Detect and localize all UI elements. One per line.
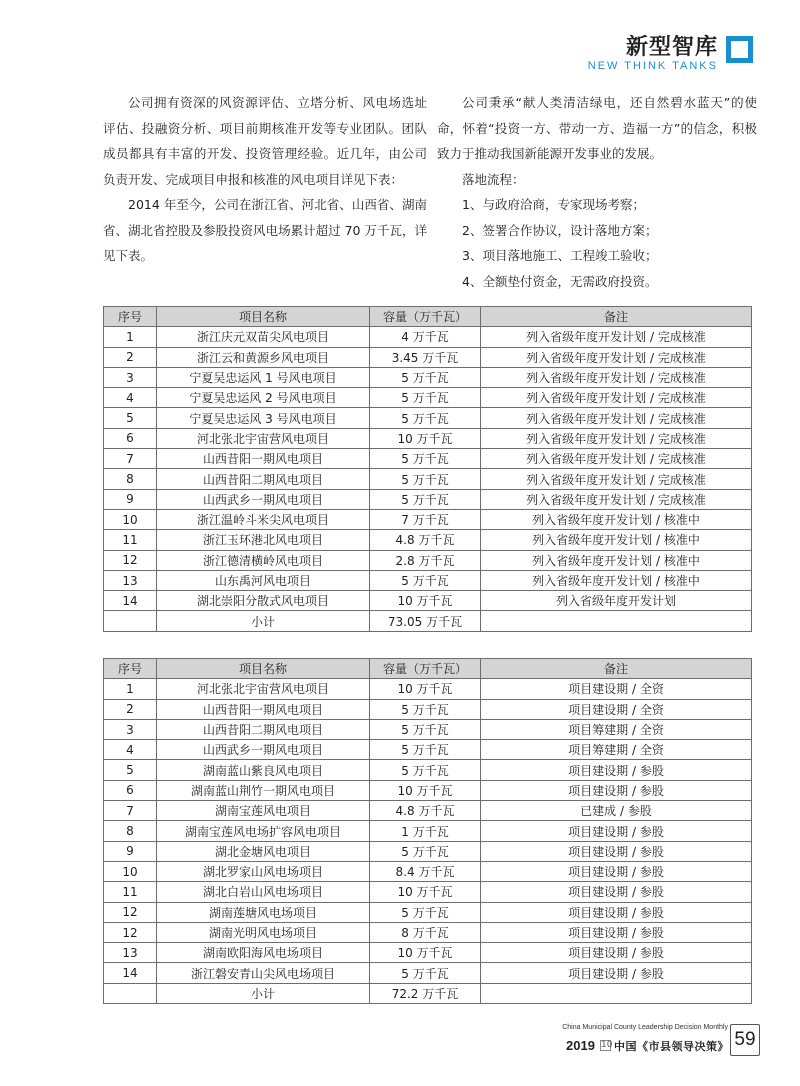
cell-capacity: 5 万千瓦 — [370, 489, 481, 509]
cell-project-name: 湖南光明风电场项目 — [157, 922, 370, 942]
cell-index: 12 — [104, 550, 157, 570]
cell-capacity: 4 万千瓦 — [370, 327, 481, 347]
invested-projects-table — [103, 658, 752, 1004]
table-row — [104, 861, 752, 881]
cell-capacity: 10 万千瓦 — [370, 428, 481, 448]
cell-remarks: 列入省级年度开发计划 / 完成核准 — [481, 347, 752, 367]
cell-remarks: 列入省级年度开发计划 / 完成核准 — [481, 428, 752, 448]
cell-index: 10 — [104, 509, 157, 529]
header-capacity: 容量（万千瓦） — [370, 307, 481, 327]
cell-project-name: 湖北金塘风电项目 — [157, 841, 370, 861]
cell-capacity: 5 万千瓦 — [370, 719, 481, 739]
table-row — [104, 489, 752, 509]
cell-empty — [481, 611, 752, 631]
table-row — [104, 388, 752, 408]
process-title: 落地流程： — [462, 171, 525, 187]
investment-paragraph: 2014 年至今，公司在浙江省、河北省、山西省、湖南省、湖北省控股及参股投资风电场累计超过 70 万千瓦，详见下表。 — [103, 197, 427, 263]
cell-empty — [104, 983, 157, 1003]
table-header-row — [104, 307, 752, 327]
table-row — [104, 428, 752, 448]
cell-remarks: 项目建设期 / 参股 — [481, 882, 752, 902]
table-row — [104, 841, 752, 861]
cell-project-name: 浙江玉环港北风电项目 — [157, 530, 370, 550]
cell-project-name: 浙江温岭斗米尖风电项目 — [157, 509, 370, 529]
cell-remarks: 已建成 / 参股 — [481, 801, 752, 821]
cell-capacity: 5 万千瓦 — [370, 408, 481, 428]
section-logo-square — [726, 36, 753, 63]
cell-capacity: 5 万千瓦 — [370, 740, 481, 760]
cell-project-name: 宁夏吴忠运风 1 号风电项目 — [157, 367, 370, 387]
cell-remarks: 项目建设期 / 参股 — [481, 902, 752, 922]
cell-project-name: 山西昔阳二期风电项目 — [157, 719, 370, 739]
cell-capacity: 8 万千瓦 — [370, 922, 481, 942]
cell-remarks: 项目建设期 / 参股 — [481, 963, 752, 983]
cell-remarks: 列入省级年度开发计划 / 核准中 — [481, 509, 752, 529]
cell-capacity: 1 万千瓦 — [370, 821, 481, 841]
cell-capacity: 5 万千瓦 — [370, 760, 481, 780]
cell-remarks: 项目建设期 / 参股 — [481, 861, 752, 881]
cell-empty — [104, 611, 157, 631]
cell-index: 9 — [104, 841, 157, 861]
cell-capacity: 10 万千瓦 — [370, 591, 481, 611]
cell-capacity: 4.8 万千瓦 — [370, 801, 481, 821]
cell-capacity: 10 万千瓦 — [370, 780, 481, 800]
cell-index: 1 — [104, 679, 157, 699]
cell-index: 12 — [104, 902, 157, 922]
cell-capacity: 10 万千瓦 — [370, 943, 481, 963]
table-row — [104, 699, 752, 719]
cell-project-name: 山西昔阳一期风电项目 — [157, 699, 370, 719]
cell-empty — [481, 983, 752, 1003]
cell-remarks: 项目筹建期 / 全资 — [481, 719, 752, 739]
table-row — [104, 821, 752, 841]
cell-capacity: 5 万千瓦 — [370, 963, 481, 983]
footer-month: 10 — [601, 1040, 613, 1050]
subtotal-value: 73.05 万千瓦 — [370, 611, 481, 631]
cell-project-name: 湖北白岩山风电场项目 — [157, 882, 370, 902]
cell-capacity: 8.4 万千瓦 — [370, 861, 481, 881]
cell-remarks: 项目建设期 / 全资 — [481, 679, 752, 699]
table-row — [104, 550, 752, 570]
header-subtitle: NEW THINK TANKS — [587, 60, 718, 72]
cell-index: 8 — [104, 821, 157, 841]
cell-index: 2 — [104, 347, 157, 367]
subtotal-value: 72.2 万千瓦 — [370, 983, 481, 1003]
cell-index: 6 — [104, 780, 157, 800]
cell-remarks: 列入省级年度开发计划 / 完成核准 — [481, 469, 752, 489]
cell-project-name: 湖南宝莲风电项目 — [157, 801, 370, 821]
cell-capacity: 7 万千瓦 — [370, 509, 481, 529]
cell-index: 1 — [104, 327, 157, 347]
table-row — [104, 327, 752, 347]
mission-paragraph: 公司秉承“献人类清洁绿电，还自然碧水蓝天”的使命，怀着“投资一方、带动一方、造福一方”的信念，积极致力于推动我国新能源开发事业的发展。 — [437, 95, 757, 161]
page-number: 59 — [730, 1024, 760, 1056]
developed-projects-table — [103, 306, 752, 632]
table-row — [104, 509, 752, 529]
table-row — [104, 347, 752, 367]
cell-project-name: 山西武乡一期风电项目 — [157, 489, 370, 509]
table-row — [104, 408, 752, 428]
cell-index: 14 — [104, 591, 157, 611]
cell-remarks: 项目建设期 / 参股 — [481, 821, 752, 841]
cell-project-name: 山西武乡一期风电项目 — [157, 740, 370, 760]
header-project-name: 项目名称 — [157, 659, 370, 679]
cell-remarks: 列入省级年度开发计划 / 完成核准 — [481, 489, 752, 509]
cell-remarks: 项目建设期 / 参股 — [481, 922, 752, 942]
cell-remarks: 项目建设期 / 参股 — [481, 780, 752, 800]
cell-remarks: 项目建设期 / 参股 — [481, 943, 752, 963]
cell-capacity: 5 万千瓦 — [370, 388, 481, 408]
header-title: 新型智库 — [625, 34, 718, 60]
cell-capacity: 10 万千瓦 — [370, 679, 481, 699]
cell-index: 3 — [104, 719, 157, 739]
table-header-row — [104, 659, 752, 679]
cell-capacity: 5 万千瓦 — [370, 699, 481, 719]
cell-project-name: 山西昔阳一期风电项目 — [157, 449, 370, 469]
header-index: 序号 — [104, 659, 157, 679]
left-column — [103, 90, 427, 269]
cell-remarks: 列入省级年度开发计划 / 核准中 — [481, 570, 752, 590]
cell-project-name: 山东禹河风电项目 — [157, 570, 370, 590]
table-row — [104, 760, 752, 780]
table-row — [104, 963, 752, 983]
cell-index: 8 — [104, 469, 157, 489]
footer-year: 2019 — [566, 1038, 595, 1053]
cell-remarks: 列入省级年度开发计划 / 完成核准 — [481, 367, 752, 387]
cell-index: 11 — [104, 882, 157, 902]
cell-project-name: 湖南蓝山荆竹一期风电项目 — [157, 780, 370, 800]
subtotal-row — [104, 611, 752, 631]
cell-capacity: 4.8 万千瓦 — [370, 530, 481, 550]
cell-project-name: 湖南蓝山紫良风电项目 — [157, 760, 370, 780]
cell-remarks: 项目建设期 / 参股 — [481, 760, 752, 780]
table-row — [104, 449, 752, 469]
cell-index: 6 — [104, 428, 157, 448]
footer-english-title: China Municipal County Leadership Decision Monthly — [562, 1024, 728, 1031]
subtotal-label: 小计 — [157, 983, 370, 1003]
table-row — [104, 679, 752, 699]
header-remarks: 备注 — [481, 307, 752, 327]
cell-capacity: 2.8 万千瓦 — [370, 550, 481, 570]
table-row — [104, 922, 752, 942]
cell-capacity: 10 万千瓦 — [370, 882, 481, 902]
cell-index: 7 — [104, 449, 157, 469]
footer-magazine-name: 中国《市县领导决策》 — [614, 1040, 729, 1053]
cell-project-name: 山西昔阳二期风电项目 — [157, 469, 370, 489]
cell-index: 10 — [104, 861, 157, 881]
table-row — [104, 719, 752, 739]
table-row — [104, 943, 752, 963]
cell-capacity: 5 万千瓦 — [370, 367, 481, 387]
table-row — [104, 591, 752, 611]
cell-index: 5 — [104, 408, 157, 428]
cell-capacity: 5 万千瓦 — [370, 449, 481, 469]
cell-project-name: 湖南莲塘风电场项目 — [157, 902, 370, 922]
cell-project-name: 浙江庆元双苗尖风电项目 — [157, 327, 370, 347]
header-capacity: 容量（万千瓦） — [370, 659, 481, 679]
header-remarks: 备注 — [481, 659, 752, 679]
cell-index: 11 — [104, 530, 157, 550]
cell-index: 4 — [104, 388, 157, 408]
table-row — [104, 801, 752, 821]
cell-capacity: 5 万千瓦 — [370, 841, 481, 861]
right-column — [437, 90, 757, 294]
cell-project-name: 湖北崇阳分散式风电项目 — [157, 591, 370, 611]
cell-index: 4 — [104, 740, 157, 760]
cell-project-name: 浙江磐安青山尖风电场项目 — [157, 963, 370, 983]
cell-project-name: 湖南宝莲风电场扩容风电项目 — [157, 821, 370, 841]
cell-index: 14 — [104, 963, 157, 983]
table-row — [104, 367, 752, 387]
cell-remarks: 列入省级年度开发计划 — [481, 591, 752, 611]
cell-capacity: 5 万千瓦 — [370, 902, 481, 922]
table-row — [104, 740, 752, 760]
cell-index: 2 — [104, 699, 157, 719]
cell-remarks: 项目建设期 / 全资 — [481, 699, 752, 719]
cell-project-name: 湖北罗家山风电场项目 — [157, 861, 370, 881]
cell-capacity: 5 万千瓦 — [370, 469, 481, 489]
table-row — [104, 570, 752, 590]
subtotal-row — [104, 983, 752, 1003]
cell-index: 12 — [104, 922, 157, 942]
cell-project-name: 浙江德清横岭风电项目 — [157, 550, 370, 570]
table-row — [104, 882, 752, 902]
cell-index: 9 — [104, 489, 157, 509]
header-project-name: 项目名称 — [157, 307, 370, 327]
cell-project-name: 湖南欧阳海风电场项目 — [157, 943, 370, 963]
cell-project-name: 宁夏吴忠运风 3 号风电项目 — [157, 408, 370, 428]
table-row — [104, 530, 752, 550]
cell-index: 13 — [104, 570, 157, 590]
cell-index: 3 — [104, 367, 157, 387]
header-index: 序号 — [104, 307, 157, 327]
table-row — [104, 780, 752, 800]
cell-project-name: 河北张北宇宙营风电项目 — [157, 679, 370, 699]
cell-remarks: 列入省级年度开发计划 / 完成核准 — [481, 388, 752, 408]
cell-remarks: 列入省级年度开发计划 / 完成核准 — [481, 449, 752, 469]
cell-capacity: 3.45 万千瓦 — [370, 347, 481, 367]
table-row — [104, 469, 752, 489]
cell-project-name: 宁夏吴忠运风 2 号风电项目 — [157, 388, 370, 408]
cell-remarks: 列入省级年度开发计划 / 完成核准 — [481, 327, 752, 347]
process-step: 4、全额垫付资金，无需政府投资。 — [462, 273, 658, 289]
cell-remarks: 项目筹建期 / 全资 — [481, 740, 752, 760]
cell-index: 7 — [104, 801, 157, 821]
process-step: 1、与政府洽商，专家现场考察； — [462, 197, 645, 212]
cell-project-name: 河北张北宇宙营风电项目 — [157, 428, 370, 448]
cell-capacity: 5 万千瓦 — [370, 570, 481, 590]
cell-index: 13 — [104, 943, 157, 963]
process-step: 3、项目落地施工、工程竣工验收； — [462, 248, 658, 263]
cell-remarks: 列入省级年度开发计划 / 核准中 — [481, 550, 752, 570]
intro-paragraph: 公司拥有资深的风资源评估、立塔分析、风电场选址评估、投融资分析、项目前期核准开发等专业团队。团队成员都具有丰富的开发、投资管理经验。近几年，由公司负责开发、完成项目申报和核准的风电项目详见下表： — [103, 95, 427, 187]
cell-index: 5 — [104, 760, 157, 780]
cell-remarks: 列入省级年度开发计划 / 核准中 — [481, 530, 752, 550]
subtotal-label: 小计 — [157, 611, 370, 631]
table-row — [104, 902, 752, 922]
cell-project-name: 浙江云和黄源乡风电项目 — [157, 347, 370, 367]
cell-remarks: 列入省级年度开发计划 / 完成核准 — [481, 408, 752, 428]
process-step: 2、签署合作协议，设计落地方案； — [462, 222, 658, 238]
cell-remarks: 项目建设期 / 参股 — [481, 841, 752, 861]
